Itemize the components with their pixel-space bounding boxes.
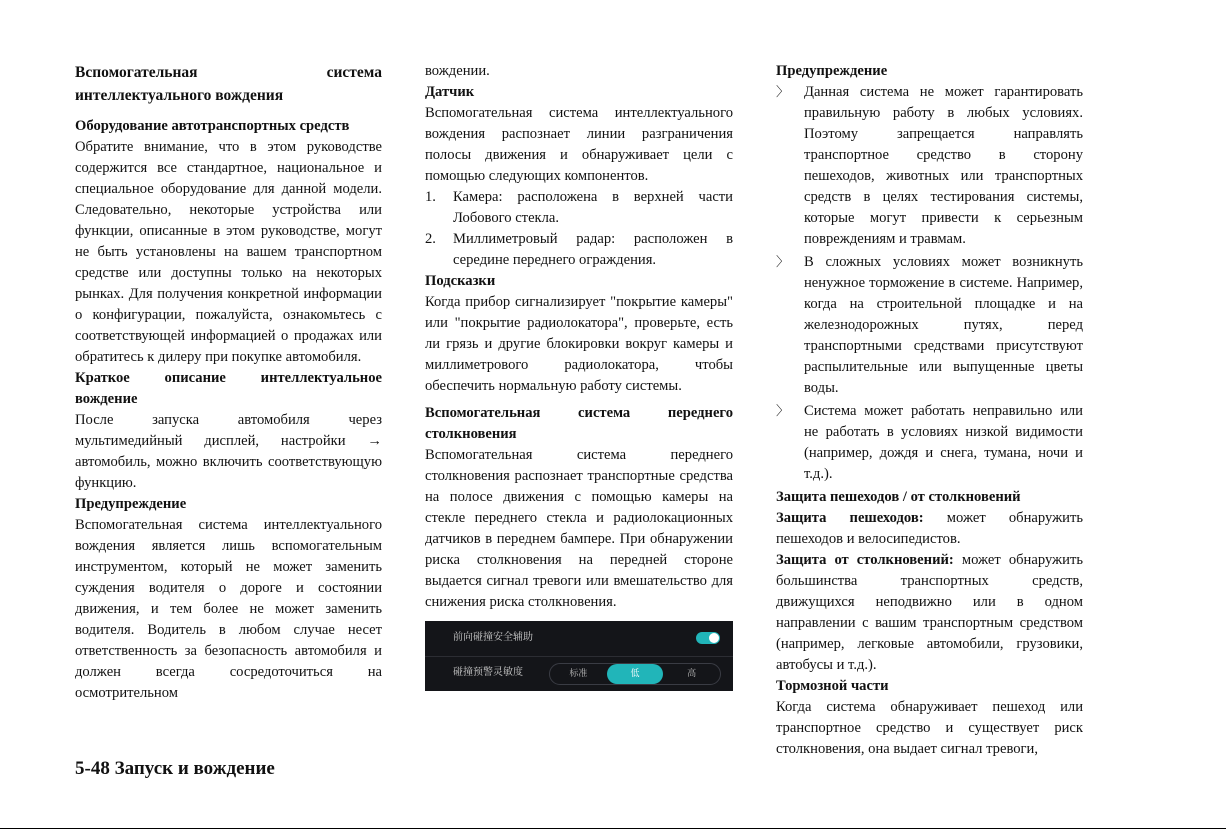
list-item xyxy=(776,82,1083,250)
page-footer: 5-48 Запуск и вождение xyxy=(75,758,275,779)
section-title: Вспомогательная система интеллектуального вождения xyxy=(75,64,382,104)
sensor-list xyxy=(425,187,733,271)
heading-pedestrian: Защита пешеходов / от столкновений xyxy=(776,489,1021,505)
fcw-toggle[interactable] xyxy=(696,632,720,644)
list-text: Данная система не может гарантировать правильную работу в любых условиях. Поэтому запрещается направлять транспортное средство в сторону пешеходов, животных или транспортных средств в целях тестирования системы, которые могут привести к серьезным повреждениям и травмам. xyxy=(804,84,1083,247)
list-text: Камера: расположена в верхней части Лобового стекла. xyxy=(453,189,733,226)
warning-list xyxy=(776,82,1083,485)
column-left xyxy=(75,61,382,704)
heading-brief: Краткое описание интеллектуальное вождение xyxy=(75,370,382,407)
chevron-right-icon: 〉 xyxy=(776,404,790,419)
paragraph-equipment: Обратите внимание, что в этом руководстве содержится все стандартное, национальное и специальное оборудование для данной модели. Следовательно, некоторые устройства или функции, описанные в этом руководстве, могут не быть установлены на вашем транспортном средстве или доступны только на некоторых рынках. Для получения конкретной информации о конфигурации, пожалуйста, ознакомьтесь с соответствующей информацией о продажах или обратитесь к дилеру при покупке автомобиля. xyxy=(75,139,382,365)
list-item xyxy=(425,187,733,229)
text-pedestrian: может обнаружить пешеходов и велосипедистов. xyxy=(776,510,1083,547)
paragraph-brief: После запуска автомобиля через мультимедийный дисплей, настройки → автомобиль, можно включить соответствующую функцию. xyxy=(75,412,382,491)
list-text: Система может работать неправильно или не работать в условиях низкой видимости (например, дождя и снега, тумана, ночи и т.д.). xyxy=(804,403,1083,482)
sensitivity-option-standard[interactable]: 标准 xyxy=(569,669,588,679)
chevron-right-icon: 〉 xyxy=(776,255,790,270)
list-item xyxy=(776,252,1083,399)
setting-label: 前向碰撞安全辅助 xyxy=(453,632,533,643)
term-collision: Защита от столкновений: xyxy=(776,552,954,568)
text-collision: может обнаружить большинства транспортных средств, движущихся неподвижно или в одном направлении с вашим транспортным средством (например, легковые автомобили, грузовики, автобусы и т.д.). xyxy=(776,552,1083,673)
settings-panel-image xyxy=(425,621,733,691)
heading-warning: Предупреждение xyxy=(776,63,888,79)
setting-row-fcw xyxy=(425,621,733,657)
setting-row-sensitivity xyxy=(425,656,733,691)
paragraph-fcw: Вспомогательная система переднего столкновения распознает транспортные средства на полосе движения с помощью камеры на стекле переднего стекла и радиолокационных датчиков в переднем бампере. При обнаружении риска столкновения на передней стороне выдается сигнал тревоги или вмешательство для снижения риска столкновения. xyxy=(425,447,733,610)
paragraph-warning: Вспомогательная система интеллектуального вождения является лишь вспомогательным инструментом, который не может заменить суждения водителя о дороге и состоянии движения, и тем более не может заменить водителя. Водитель в любом случае несет ответственность за безопасность автомобиля и должен всегда сосредоточиться на осмотрительном xyxy=(75,517,382,701)
paragraph-sensor: Вспомогательная система интеллектуального вождения распознает линии разграничения полосы движения и обнаруживает цели с помощью следующих компонентов. xyxy=(425,105,733,184)
toggle-knob xyxy=(709,633,719,643)
sensitivity-option-high[interactable]: 高 xyxy=(687,669,697,679)
list-text: Миллиметровый радар: расположен в середине переднего ограждения. xyxy=(453,231,733,268)
sensitivity-selector xyxy=(549,663,721,685)
column-right xyxy=(776,61,1083,760)
setting-label: 碰撞预警灵敏度 xyxy=(453,667,523,678)
paragraph-continuation: вождении. xyxy=(425,63,490,79)
list-number: 2. xyxy=(425,231,436,247)
paragraph-tips: Когда прибор сигнализирует "покрытие камеры" или "покрытие радиолокатора", проверьте, есть ли грязь и другие блокировки вокруг камеры и миллиметрового радиолокатора, чтобы обеспечить нормальную работу системы. xyxy=(425,294,733,394)
heading-brake: Тормозной части xyxy=(776,678,889,694)
heading-warning: Предупреждение xyxy=(75,496,187,512)
column-middle xyxy=(425,61,733,691)
chevron-right-icon: 〉 xyxy=(776,85,790,100)
heading-equipment: Оборудование автотранспортных средств xyxy=(75,118,350,134)
sensitivity-option-low[interactable]: 低 xyxy=(607,664,664,684)
heading-sensor: Датчик xyxy=(425,84,475,100)
paragraph-pedestrian xyxy=(776,508,1083,550)
term-pedestrian: Защита пешеходов: xyxy=(776,510,924,526)
heading-fcw: Вспомогательная система переднего столкновения xyxy=(425,405,733,442)
list-item xyxy=(776,401,1083,485)
list-number: 1. xyxy=(425,189,436,205)
list-text: В сложных условиях может возникнуть ненужное торможение в системе. Например, когда на строительной площадке и на железнодорожных путях, перед транспортными средствами присутствуют распылительные или выпущенные цветы воды. xyxy=(804,254,1083,396)
heading-tips: Подсказки xyxy=(425,273,496,289)
list-item xyxy=(425,229,733,271)
paragraph-collision xyxy=(776,550,1083,676)
paragraph-brake: Когда система обнаруживает пешеход или транспортное средство и существует риск столкновения, она выдает сигнал тревоги, xyxy=(776,699,1083,757)
